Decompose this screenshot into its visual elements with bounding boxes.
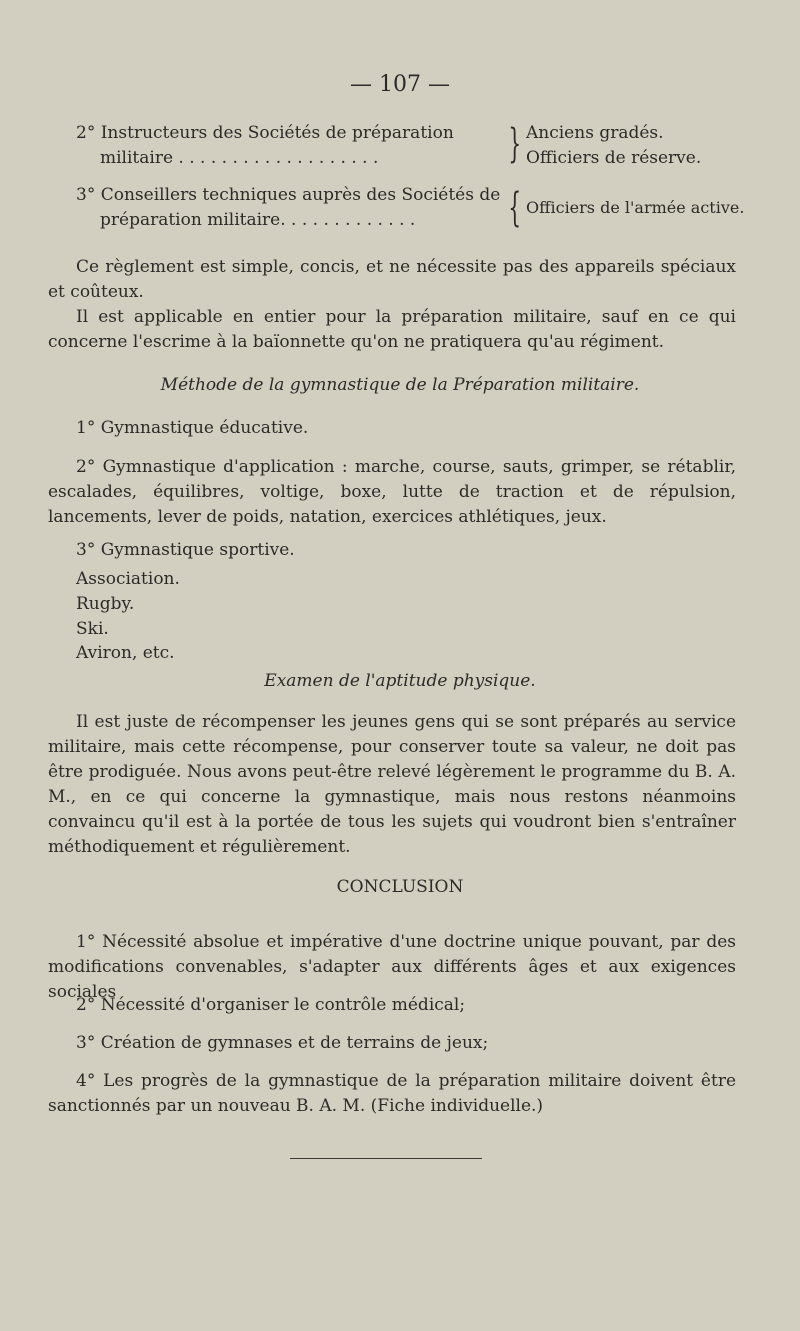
intro-p2-text: Il est applicable en entier pour la préparation militaire, sauf en ce qui concerne l'escrime à la baïonnette qu'on ne pratiquera qu'au régiment. [48,307,736,352]
row3-left-line2: préparation militaire. . . . . . . . . . . . . [100,210,416,230]
row3-right: Officiers de l'armée active. [526,198,745,217]
row2-left-line2: militaire . . . . . . . . . . . . . . . . . . . [100,148,379,168]
row3-left-line1: 3° Conseillers techniques auprès des Sociétés de [76,185,501,205]
conclusion-item-4-text: 4° Les progrès de la gymnastique de la préparation militaire doivent être sanctionnés par un nouveau B. A. M. (Fiche individuelle.) [48,1071,736,1116]
examen-heading: Examen de l'aptitude physique. [264,671,536,691]
row3-brace: { [508,185,522,231]
page-number: — 107 — [350,72,450,97]
sport-item: Ski. [76,619,109,639]
examen-paragraph-text: Il est juste de récompenser les jeunes gens qui se sont préparés au service militaire, mais cette récompense, pour conserver toute sa valeur, ne doit pas être prodiguée. Nous avons peut-être relevé légèrement le programme du B. A. M., en ce qui concerne la gymnastique, mais nous restons néanmoins convaincu qu'il est à la portée de tous les sujets qui voudront bien s'entraîner méthodiquement et régulièrement. [48,712,736,857]
conclusion-item-1-text: 1° Nécessité absolue et impérative d'une doctrine unique pouvant, par des modifications convenables, s'adapter aux différents âges et aux exigences sociales [48,932,736,1002]
conclusion-item-4 [48,1069,736,1119]
methode-item-2 [48,455,736,530]
intro-paragraph-2 [48,305,736,355]
conclusion-heading: CONCLUSION [336,877,464,897]
row2-brace: } [508,121,522,167]
methode-item-3: 3° Gymnastique sportive. [76,540,295,560]
methode-heading: Méthode de la gymnastique de la Préparation militaire. [160,375,640,395]
methode-item-1: 1° Gymnastique éducative. [76,418,309,438]
row2-right-line1: Anciens gradés. [526,123,664,143]
conclusion-item-2: 2° Nécessité d'organiser le contrôle médical; [76,995,466,1015]
row2-left-line1: 2° Instructeurs des Sociétés de préparation [76,123,454,143]
closing-rule [290,1158,482,1159]
examen-paragraph [48,710,736,860]
intro-paragraph-1 [48,255,736,305]
intro-p1-text: Ce règlement est simple, concis, et ne nécessite pas des appareils spéciaux et coûteux. [48,257,736,302]
conclusion-item-3: 3° Création de gymnases et de terrains de jeux; [76,1033,489,1053]
sport-item: Association. [76,569,180,589]
sport-item: Rugby. [76,594,135,614]
methode-item-2-text: 2° Gymnastique d'application : marche, course, sauts, grimper, se rétablir, escalades, équilibres, voltige, boxe, lutte de traction et de répulsion, lancements, lever de poids, natation, exercices athlétiques, jeux. [48,457,736,527]
sport-item: Aviron, etc. [76,643,175,663]
row2-right-line2: Officiers de réserve. [526,148,702,168]
